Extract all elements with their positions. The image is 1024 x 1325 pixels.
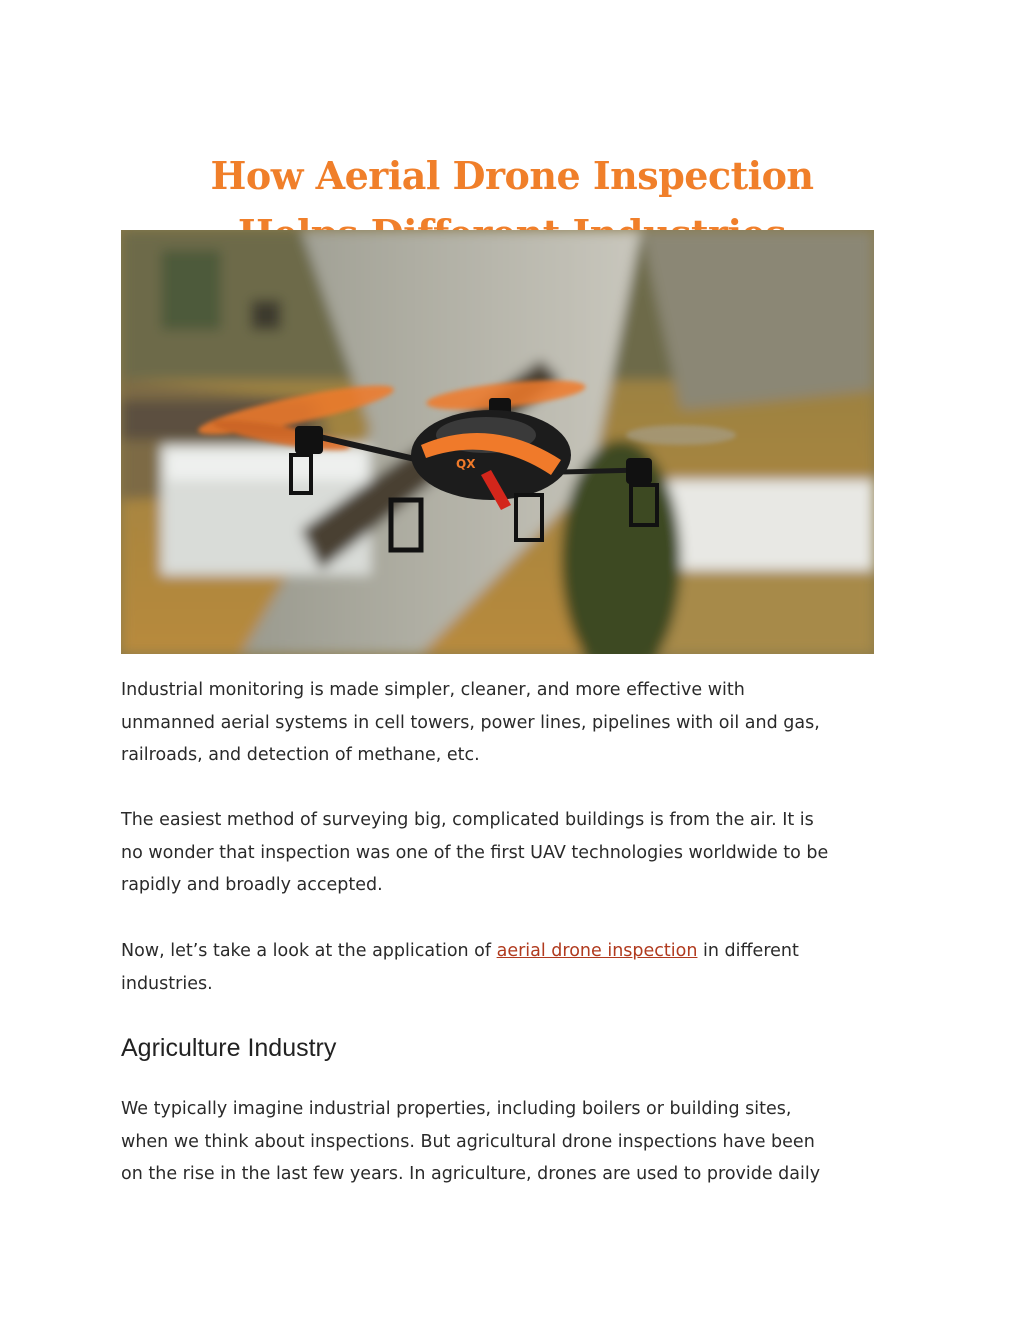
drone-photo — [121, 230, 874, 654]
page-title-line-1: How Aerial Drone Inspection — [210, 153, 814, 199]
survey-line-1: The easiest method of surveying big, complicated buildings is from the air. It is — [121, 810, 814, 830]
application-text-after: in different — [697, 941, 799, 961]
intro-line-3: railroads, and detection of methane, etc. — [121, 745, 480, 765]
agriculture-line-3: on the rise in the last few years. In agriculture, drones are used to provide daily — [121, 1164, 821, 1184]
application-line-2: industries. — [121, 973, 213, 994]
intro-paragraph — [121, 674, 921, 772]
intro-line-1: Industrial monitoring is made simpler, cleaner, and more effective with — [121, 680, 745, 700]
survey-paragraph — [121, 804, 921, 902]
agriculture-line-2: when we think about inspections. But agricultural drone inspections have been — [121, 1131, 815, 1152]
application-line-1 — [121, 935, 921, 968]
svg-text:QX: QX — [456, 457, 476, 471]
aerial-drone-inspection-link[interactable]: aerial drone inspection — [496, 941, 698, 961]
section-heading-agriculture: Agriculture Industry — [121, 1034, 337, 1062]
application-text-before: Now, let’s take a look at the application of — [121, 941, 497, 961]
intro-line-2: unmanned aerial systems in cell towers, power lines, pipelines with oil and gas, — [121, 712, 820, 733]
survey-line-2: no wonder that inspection was one of the first UAV technologies worldwide to be — [121, 842, 829, 863]
application-paragraph — [121, 935, 921, 1000]
agriculture-line-1: We typically imagine industrial properties, including boilers or building sites, — [121, 1099, 792, 1119]
agriculture-paragraph — [121, 1093, 921, 1191]
survey-line-3: rapidly and broadly accepted. — [121, 875, 383, 895]
